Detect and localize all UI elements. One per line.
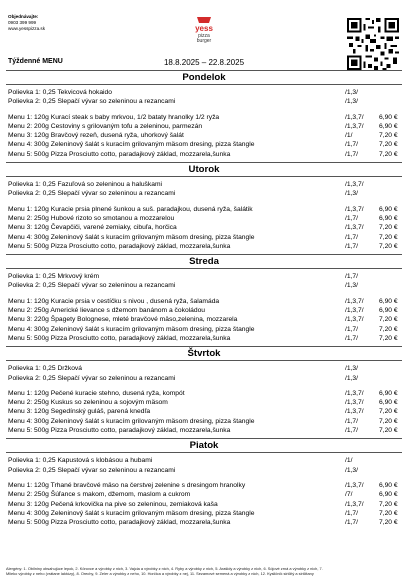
item-price: 6,90 € <box>379 122 398 130</box>
order-phone[interactable]: 0903 399 999 <box>8 20 37 26</box>
item-label: Menu 4: 300g Zeleninový šalát s kuracím grilovaným mäsom dresing, pizza štangle <box>8 325 255 333</box>
soup-row <box>0 180 408 189</box>
item-label: Menu 3: 120g Čevapčiči, varené zemiaky, cibuľa, horčica <box>8 224 177 232</box>
allergen-codes: /1,3,7/ <box>345 399 364 407</box>
menu-date-range: 18.8.2025 – 22.8.2025 <box>163 58 245 67</box>
item-label: Menu 2: 200g Cestoviny s grilovaným tofu a zeleninou, parmezán <box>8 122 203 130</box>
item-price: 7,20 € <box>379 242 398 250</box>
soup-row <box>0 456 408 465</box>
allergen-codes: /1,3,7/ <box>345 224 364 232</box>
menu-row <box>0 315 408 324</box>
menu-row <box>0 214 408 223</box>
item-price: 7,20 € <box>379 325 398 333</box>
day-title: Streda <box>6 254 402 269</box>
menu-row <box>0 398 408 407</box>
day-section <box>0 254 408 346</box>
menu-row <box>0 233 408 242</box>
item-price: 7,20 € <box>379 509 398 517</box>
item-price: 7,20 € <box>379 132 398 140</box>
item-price: 7,20 € <box>379 233 398 241</box>
allergen-codes: /1,7/ <box>345 150 359 158</box>
item-price: 6,90 € <box>379 399 398 407</box>
menu-row <box>0 500 408 509</box>
day-section <box>0 70 408 162</box>
menu-row <box>0 140 408 149</box>
item-label: Menu 3: 120g Pečená krkovička na pive so zeleninou, zemiaková kaša <box>8 500 218 508</box>
item-price: 7,20 € <box>379 519 398 527</box>
allergen-footer <box>6 566 404 577</box>
day-title: Pondelok <box>6 70 402 85</box>
allergen-codes: /1,3,7/ <box>345 408 364 416</box>
allergen-codes: /1,7/ <box>345 233 359 241</box>
item-price: 7,20 € <box>379 316 398 324</box>
item-price: 7,20 € <box>379 427 398 435</box>
allergen-codes: /1,3,7/ <box>345 181 364 189</box>
item-price: 7,20 € <box>379 141 398 149</box>
allergen-line-1: Alergény: 1. Obilniny obsahujúce lepok, 2. Kôrovce a výrobky z nich, 3. Vajcia a výrobky z nich, 4. Ryby a výrobky z nich, 5. Arašidy a výrobky z nich, 6. Sójové zrná a výrobky z nich, 7. <box>6 566 323 571</box>
allergen-codes: /1,3,7/ <box>345 297 364 305</box>
allergen-codes: /1,3,7/ <box>345 500 364 508</box>
item-label: Polievka 1: 0,25 Fazuľová so zeleninou a haluškami <box>8 181 162 189</box>
item-label: Menu 4: 300g Zeleninový šalát s kuracím grilovaným mäsom dresing, pizza štangle <box>8 233 255 241</box>
allergen-codes: /1,3/ <box>345 466 359 474</box>
menu-row <box>0 205 408 214</box>
logo-text-yess: yess <box>195 24 213 33</box>
menu-row <box>0 426 408 435</box>
logo-text-pizza: pizza <box>198 33 210 39</box>
allergen-codes: /1,7/ <box>345 242 359 250</box>
item-price: 7,20 € <box>379 408 398 416</box>
day-title: Štvrtok <box>6 346 402 361</box>
allergen-codes: /1,7/ <box>345 214 359 222</box>
menu-row <box>0 417 408 426</box>
item-label: Menu 4: 300g Zeleninový šalát s kuracím grilovaným mäsom dresing, pizza štangle <box>8 417 255 425</box>
allergen-codes: /1,7/ <box>345 417 359 425</box>
item-label: Polievka 2: 0,25 Slepačí vývar so zeleninou a rezancami <box>8 466 176 474</box>
item-label: Polievka 1: 0,25 Držková <box>8 365 82 373</box>
item-price: 7,20 € <box>379 500 398 508</box>
item-price: 6,90 € <box>379 389 398 397</box>
item-price: 6,90 € <box>379 297 398 305</box>
item-label: Menu 5: 500g Pizza Prosciutto cotto, paradajkový základ, mozzarela,šunka <box>8 427 231 435</box>
allergen-codes: /1,3/ <box>345 365 359 373</box>
order-title: Objednávajte: <box>8 14 39 19</box>
order-web[interactable]: www.yesspizza.sk <box>8 26 46 32</box>
item-label: Menu 5: 500g Pizza Prosciutto cotto, paradajkový základ, mozzarela,šunka <box>8 334 231 342</box>
item-label: Polievka 2: 0,25 Slepačí vývar so zeleninou a rezancami <box>8 98 176 106</box>
item-label: Menu 1: 120g Trhané bravčové mäso na čerstvej zelenine s dresingom hranolky <box>8 481 246 489</box>
soup-row <box>0 272 408 281</box>
order-contact <box>8 14 45 33</box>
soup-row <box>0 364 408 373</box>
item-label: Polievka 2: 0,25 Slepačí vývar so zeleninou a rezancami <box>8 282 176 290</box>
menu-row <box>0 131 408 140</box>
soup-row <box>0 88 408 97</box>
allergen-codes: /7/ <box>345 491 353 499</box>
menu-row <box>0 113 408 122</box>
item-label: Menu 3: 120g Bravčový rezeň, dusená ryža, uhorkový šalát <box>8 132 184 140</box>
menu-row <box>0 389 408 398</box>
logo-text-burger: burger <box>196 38 212 44</box>
menu-row <box>0 518 408 527</box>
day-section <box>0 162 408 254</box>
allergen-codes: /1,3,7/ <box>345 316 364 324</box>
item-label: Polievka 2: 0,25 Slepačí vývar so zeleninou a rezancami <box>8 374 176 382</box>
menu-row <box>0 242 408 251</box>
allergen-codes: /1,3/ <box>345 374 359 382</box>
item-price: 6,90 € <box>379 205 398 213</box>
allergen-codes: /1,7/ <box>345 427 359 435</box>
menu-row <box>0 297 408 306</box>
item-label: Menu 1: 120g Kuracie prsia v cestíčku s nivou , dusená ryža, šalamáda <box>8 297 220 305</box>
menu-row <box>0 122 408 131</box>
menu-row <box>0 481 408 490</box>
item-label: Menu 2: 250g Šúľance s makom, džemom, maslom a cukrom <box>8 491 191 499</box>
soup-row <box>0 374 408 383</box>
item-label: Menu 2: 250g Hubové rizoto so smotanou a mozzarelou <box>8 214 175 222</box>
allergen-codes: /1,3,7/ <box>345 307 364 315</box>
menu-row <box>0 223 408 232</box>
item-label: Menu 4: 300g Zeleninový šalát s kuracím grilovaným mäsom dresing, pizza štangle <box>8 141 255 149</box>
day-title: Piatok <box>6 438 402 453</box>
allergen-codes: /1,3,7/ <box>345 205 364 213</box>
allergen-codes: /1,7/ <box>345 325 359 333</box>
item-label: Menu 3: 220g Špagety Bolognese, mleté bravčové mäso,zelenina, mozzarela <box>8 316 238 324</box>
allergen-codes: /1,3/ <box>345 89 359 96</box>
allergen-line-2: Mlieko výrobky z neho (vrátane laktózy), 8. Orechy, 9. Zeler a výrobky z neho, 10. Horčica a výrobky z nej, 11. Sezamové semená a výrobky z nich, 12. Kysličník siričitý a siričitany <box>6 571 314 577</box>
allergen-codes: /1,3,7/ <box>345 481 364 489</box>
item-label: Menu 2: 250g Kuskus so zeleninou a sojovým mäsom <box>8 399 168 407</box>
item-label: Menu 1: 120g Kurací steak s baby mrkvou, 1/2 bataty hranolky 1/2 ryža <box>8 113 220 121</box>
item-label: Polievka 1: 0,25 Kapustová s klobásou a hubami <box>8 457 153 465</box>
item-label: Menu 5: 500g Pizza Prosciutto cotto, paradajkový základ, mozzarela,šunka <box>8 242 231 250</box>
menu-row <box>0 325 408 334</box>
item-price: 6,90 € <box>379 307 398 315</box>
menu-row <box>0 490 408 499</box>
allergen-codes: /1,7/ <box>345 141 359 149</box>
day-title: Utorok <box>6 162 402 177</box>
item-price: 7,20 € <box>379 334 398 342</box>
item-label: Menu 5: 500g Pizza Prosciutto cotto, paradajkový základ, mozzarela,šunka <box>8 150 231 158</box>
menu-content <box>0 70 408 530</box>
menu-row <box>0 509 408 518</box>
item-price: 7,20 € <box>379 224 398 232</box>
item-label: Menu 1: 120g Kuracie prsia plnené šunkou a suš. paradajkou, dusená ryža, šalátik <box>8 205 253 213</box>
soup-row <box>0 281 408 290</box>
item-label: Menu 1: 120g Pečené kuracie stehno, dusená ryža, kompót <box>8 389 185 397</box>
item-price: 7,20 € <box>379 150 398 158</box>
allergen-codes: /1,3/ <box>345 190 359 198</box>
item-label: Polievka 1: 0,25 Mrkvový krém <box>8 273 100 281</box>
item-label: Menu 2: 250g Americké lievance s džemom banánom a čokoládou <box>8 307 206 315</box>
allergen-codes: /1,7/ <box>345 334 359 342</box>
allergen-codes: /1/ <box>345 457 353 465</box>
weekly-menu-label: Týždenné MENU <box>8 58 63 65</box>
day-section <box>0 346 408 438</box>
menu-row <box>0 306 408 315</box>
allergen-codes: /1/ <box>345 132 353 140</box>
allergen-codes: /1,3/ <box>345 98 359 106</box>
allergen-codes: /1,3/ <box>345 282 359 290</box>
item-price: 6,90 € <box>379 481 398 489</box>
allergen-codes: /1,3,7/ <box>345 113 364 121</box>
item-price: 7,20 € <box>379 417 398 425</box>
day-section <box>0 438 408 530</box>
item-label: Polievka 1: 0,25 Tekvicová hokaido <box>8 89 112 96</box>
allergen-codes: /1,3,7/ <box>345 389 364 397</box>
allergen-codes: /1,3,7/ <box>345 122 364 130</box>
soup-row <box>0 97 408 106</box>
item-price: 6,90 € <box>379 214 398 222</box>
allergen-codes: /1,7/ <box>345 519 359 527</box>
item-label: Menu 3: 120g Segedínský guláš, parená knedľa <box>8 408 151 416</box>
item-price: 6,90 € <box>379 491 398 499</box>
menu-row <box>0 150 408 159</box>
allergen-codes: /1,7/ <box>345 273 359 281</box>
item-label: Menu 4: 300g Zeleninový šalát s kuracím grilovaným mäsom dresing, pizza štangle <box>8 509 255 517</box>
yess-logo <box>187 15 221 45</box>
item-label: Menu 5: 500g Pizza Prosciutto cotto, paradajkový základ, mozzarela,šunka <box>8 519 231 527</box>
menu-row <box>0 334 408 343</box>
item-price: 6,90 € <box>379 113 398 121</box>
soup-row <box>0 466 408 475</box>
menu-row <box>0 407 408 416</box>
soup-row <box>0 189 408 198</box>
allergen-codes: /1,7/ <box>345 509 359 517</box>
spacer <box>0 527 408 530</box>
item-label: Polievka 2: 0,25 Slepačí vývar so zeleninou a rezancami <box>8 190 176 198</box>
